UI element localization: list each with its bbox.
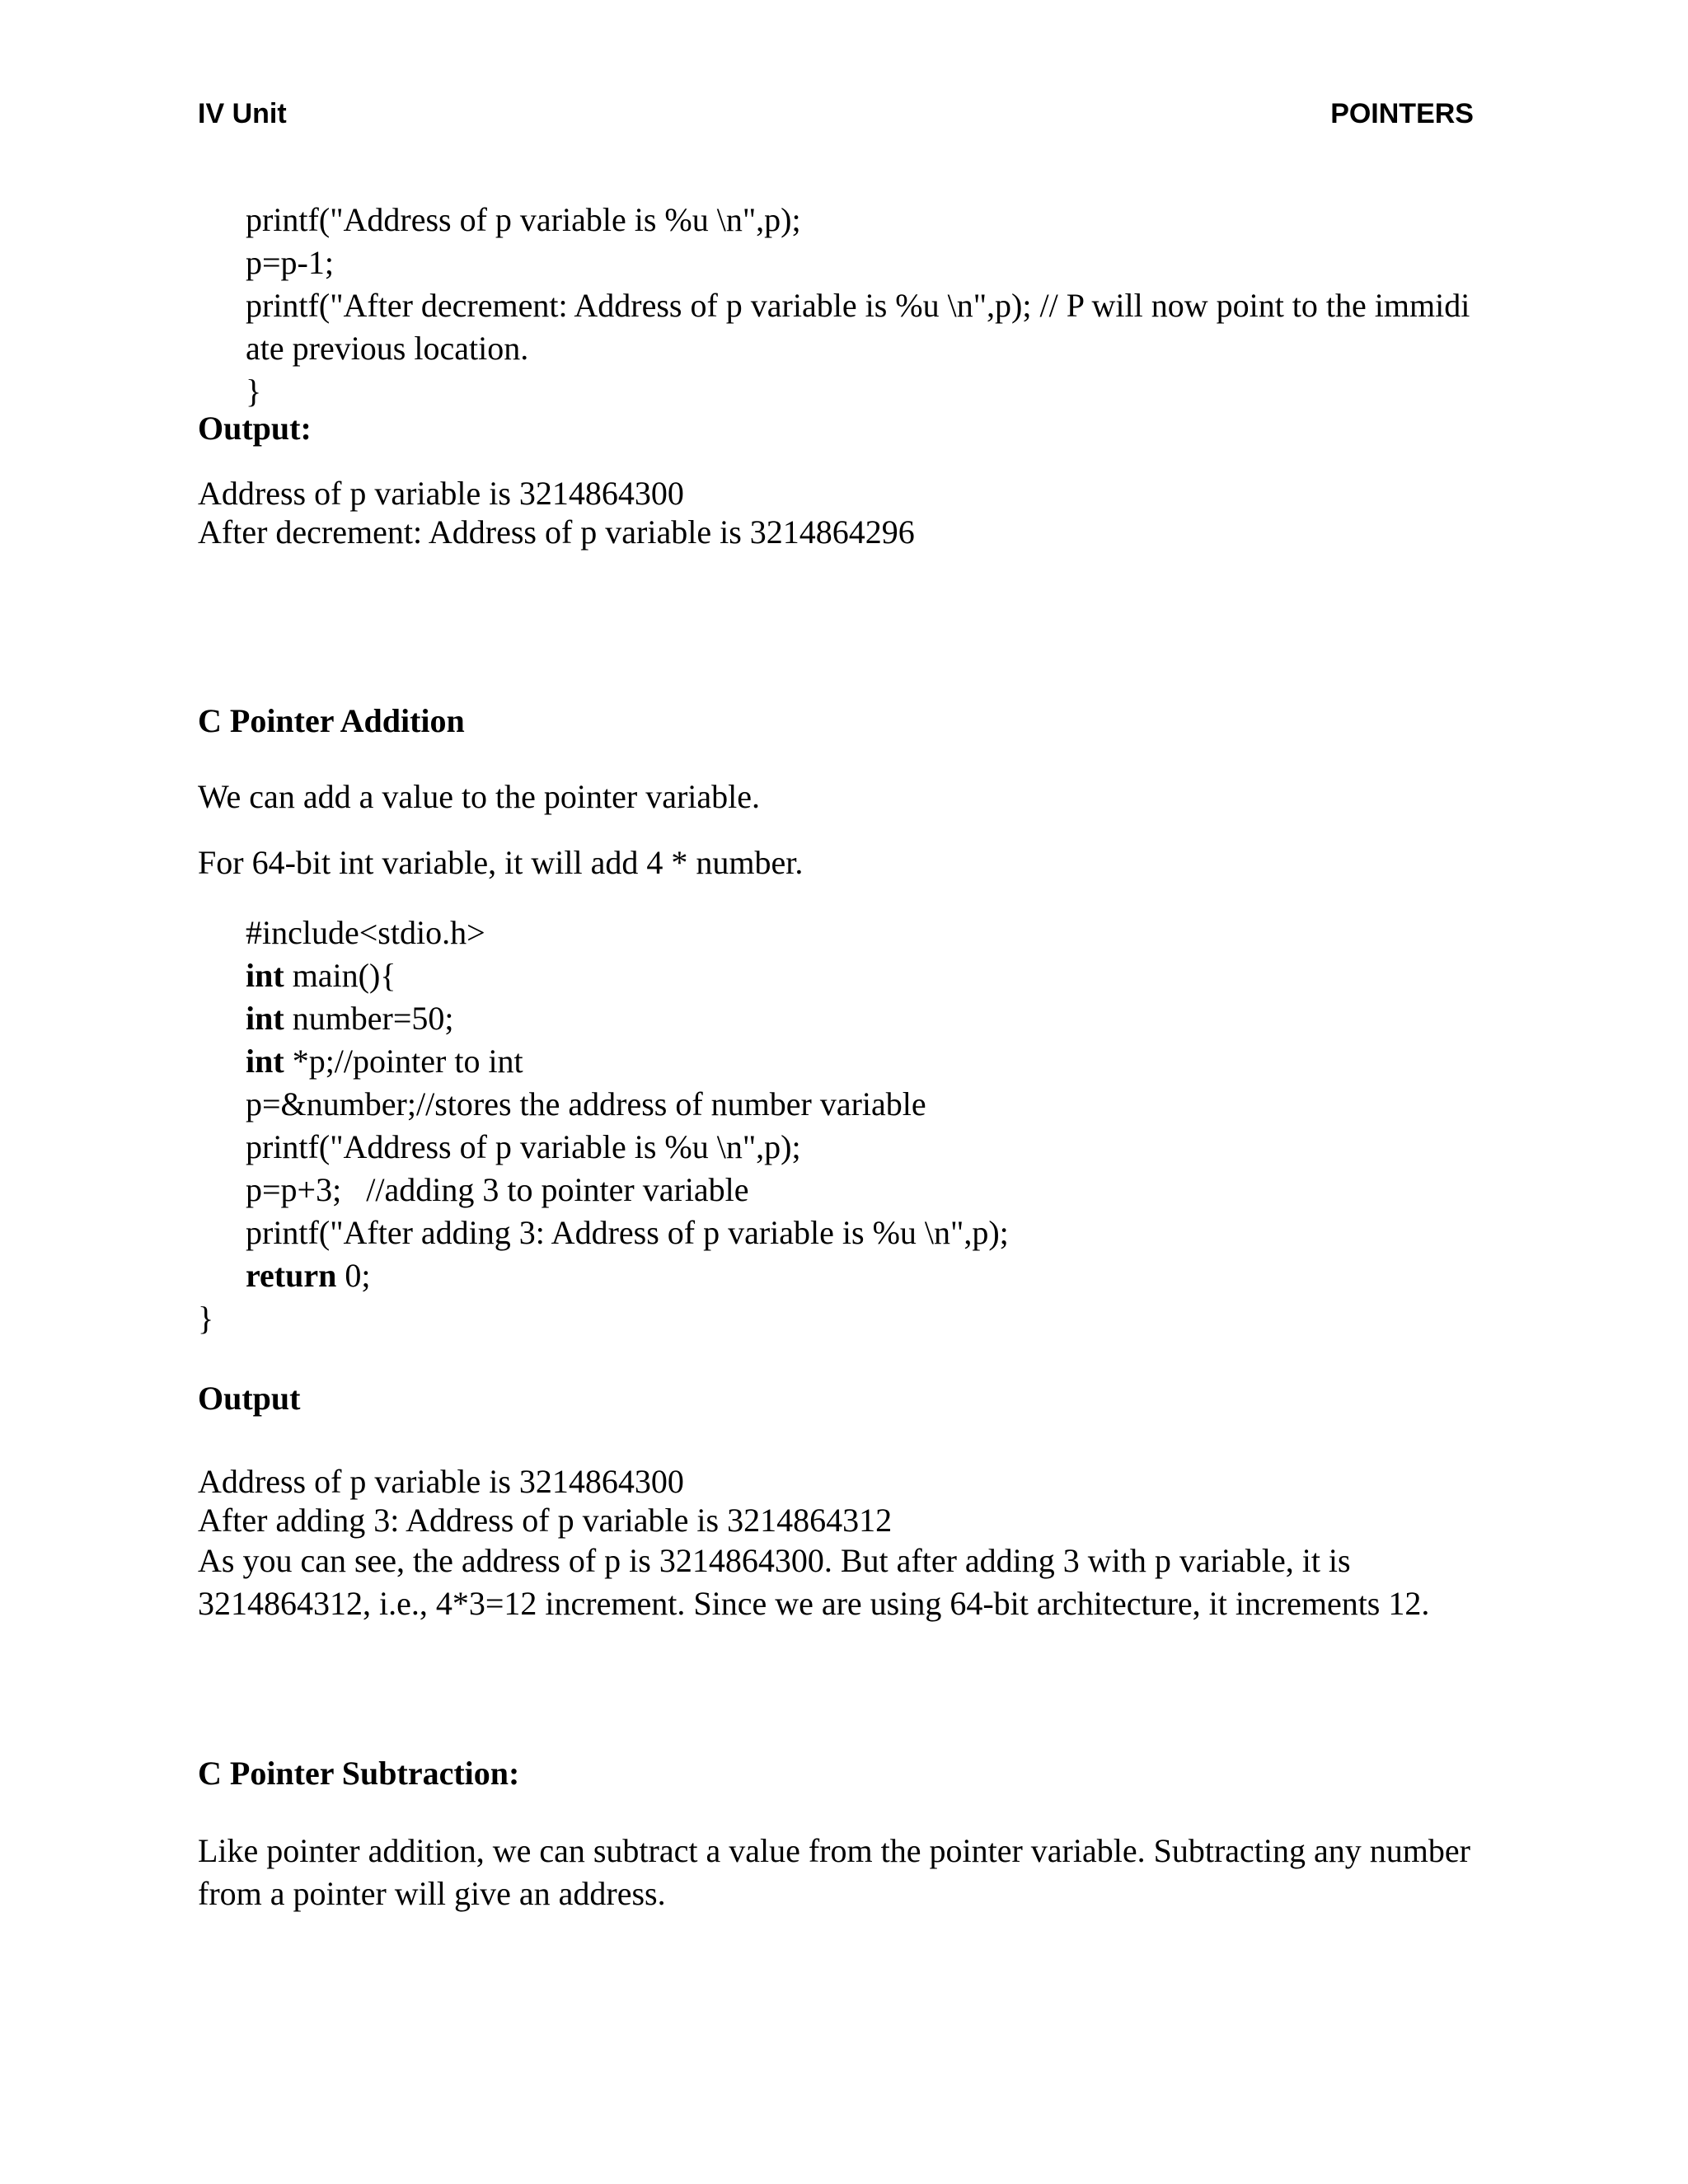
keyword-int: int bbox=[246, 1043, 284, 1080]
code-line: p=&number;//stores the address of number variable bbox=[246, 1085, 926, 1122]
code-line: p=p+3; //adding 3 to pointer variable bbox=[246, 1171, 749, 1208]
code-text: 0; bbox=[336, 1257, 371, 1294]
code-line: printf("After decrement: Address of p variable is %u \n",p); // P will now point to the immidi bbox=[246, 287, 1470, 324]
code-line: } bbox=[246, 373, 262, 410]
code-text: *p;//pointer to int bbox=[284, 1043, 523, 1080]
paragraph: For 64-bit int variable, it will add 4 * number. bbox=[198, 844, 804, 881]
section-heading-addition: C Pointer Addition bbox=[198, 702, 465, 739]
paragraph: from a pointer will give an address. bbox=[198, 1875, 666, 1912]
paragraph: As you can see, the address of p is 3214864300. But after adding 3 with p variable, it is bbox=[198, 1542, 1351, 1579]
code-line: printf("Address of p variable is %u \n",p); bbox=[246, 1128, 801, 1165]
keyword-int: int bbox=[246, 957, 284, 994]
paragraph: 3214864312, i.e., 4*3=12 increment. Since we are using 64-bit architecture, it increments 12. bbox=[198, 1585, 1430, 1622]
code-line bbox=[246, 1256, 370, 1296]
code-line: printf("Address of p variable is %u \n",p); bbox=[246, 201, 801, 238]
output-heading: Output bbox=[198, 1380, 301, 1417]
keyword-return: return bbox=[246, 1257, 337, 1294]
output-line: After decrement: Address of p variable is 3214864296 bbox=[198, 513, 915, 551]
output-line: After adding 3: Address of p variable is 3214864312 bbox=[198, 1502, 893, 1539]
code-line: printf("After adding 3: Address of p variable is %u \n",p); bbox=[246, 1214, 1009, 1251]
header-topic: POINTERS bbox=[1330, 98, 1474, 129]
output-heading: Output: bbox=[198, 410, 312, 447]
code-line: p=p-1; bbox=[246, 244, 334, 281]
code-text: number=50; bbox=[284, 1000, 454, 1037]
keyword-int: int bbox=[246, 1000, 284, 1037]
output-line: Address of p variable is 3214864300 bbox=[198, 475, 684, 512]
code-line: #include<stdio.h> bbox=[246, 914, 485, 951]
code-line bbox=[246, 956, 396, 996]
paragraph: We can add a value to the pointer variable. bbox=[198, 778, 761, 815]
code-line bbox=[246, 999, 454, 1038]
code-text: main(){ bbox=[284, 957, 396, 994]
code-line: ate previous location. bbox=[246, 330, 529, 367]
paragraph: Like pointer addition, we can subtract a value from the pointer variable. Subtracting any number bbox=[198, 1832, 1470, 1869]
output-line: Address of p variable is 3214864300 bbox=[198, 1463, 684, 1500]
code-line: } bbox=[198, 1300, 214, 1337]
header-unit: IV Unit bbox=[198, 98, 287, 129]
code-line bbox=[246, 1042, 523, 1081]
section-heading-subtraction: C Pointer Subtraction: bbox=[198, 1755, 520, 1792]
